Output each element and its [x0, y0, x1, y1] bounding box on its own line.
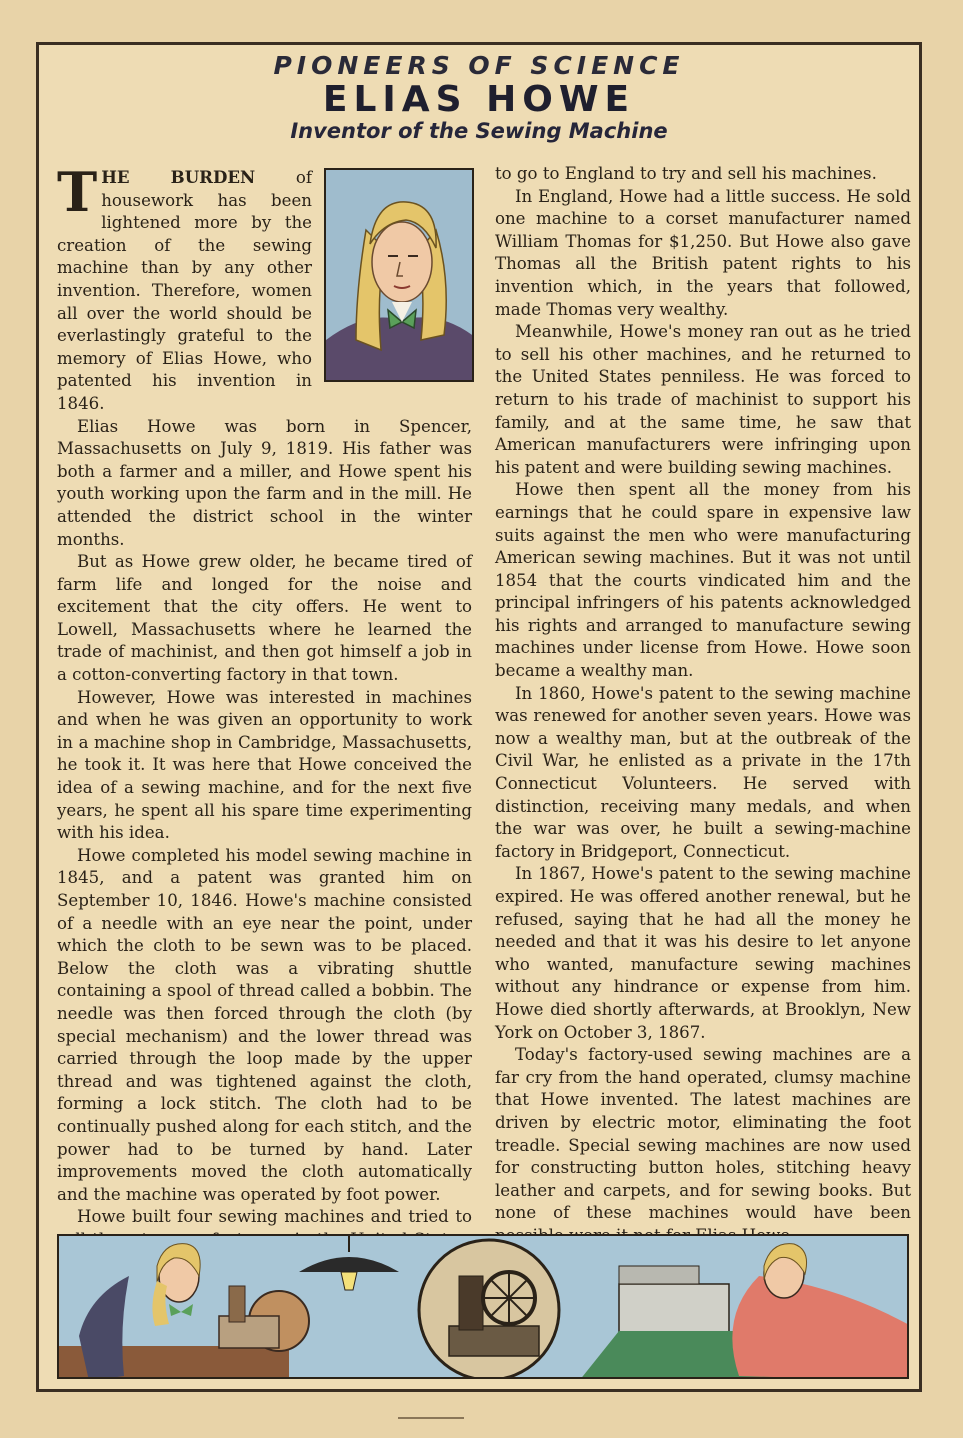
howe-portrait-illustration: [324, 168, 474, 382]
paragraph-6: Howe built four sewing machines and tried to: [77, 1207, 472, 1227]
article-title: ELIAS HOWE: [322, 79, 636, 120]
paragraph-4: However, Howe was interested in machines and when he was given an opportunity to work in a machine shop in Cambridge, Massachusetts, he took it. It was here that Howe conceived the idea of a sewing machine, and for the next five years, he spent all his spare time experimenting with his idea.: [57, 687, 472, 843]
paragraph-7: In England, Howe had a little success. He sold one machine to a corset manufacturer named William Thomas for $1,250. But Howe also gave Thomas all the British patent rights to his invention which, in the years that followed, made Thomas very wealthy.: [495, 186, 911, 319]
right-column: [495, 163, 911, 1248]
drop-cap: T: [57, 160, 98, 224]
paragraph-10: In 1860, Howe's patent to the sewing machine was renewed for another seven years. Howe was now a wealthy man, but at the outbreak of the Civil War, he enlisted as a private in the 17th Connecticut Volunteers. He served with distinction, receiving many medals, and when the war was over, he built a sewing-machine factory in Bridgeport, Connecticut.: [495, 683, 911, 861]
paragraph-8: Meanwhile, Howe's money ran out as he tried to sell his other machines, and he returned to the United States penniless. He was forced to return to his trade of machinist to support his family, and at the same time, he saw that American manufacturers were infringing upon his patent and were building sewing machines.: [495, 322, 911, 477]
series-kicker: PIONEERS OF SCIENCE: [273, 51, 685, 80]
portrait-svg: [326, 170, 474, 382]
paragraph-2: Elias Howe was born in Spencer, Massachusetts on July 9, 1819. His father was both a farmer and a miller, and Howe spent his youth working upon the farm and in the mill. He attended the district school in the winter months.: [57, 416, 472, 549]
paragraph-5: Howe completed his model sewing machine in 1845, and a patent was granted him on September 10, 1846. Howe's machine consisted of a needle with an eye near the point, under which the cloth to be sewn was to be placed. Below the cloth was a vibrating shuttle containing a spool of thread called a bobbin. The needle was then forced through the cloth (by special mechanism) and the lower thread was carried through the loop made by the upper thread and was tightened against the cloth, forming a lock stitch. The cloth had to be continually pushed along for each stitch, and the power had to be turned by hand. Later improvements moved the cloth automatically and the machine was operated by foot power.: [57, 845, 472, 1204]
lead-caps: HE BURDEN: [101, 167, 256, 187]
sewing-history-illustration-strip: [57, 1234, 909, 1379]
page-frame: [36, 42, 922, 1392]
article-subtitle: Inventor of the Sewing Machine: [290, 119, 668, 143]
strip-svg: [59, 1236, 909, 1379]
paragraph-1-text: of housework has been lightened more by the creation of the sewing machine than by any other invention. Therefore, women all over the world should be everlastingly grateful to the memory of Elias Howe, who patented his invention in 1846.: [57, 168, 312, 413]
paragraph-9: Howe then spent all the money from his earnings that he could spare in expensive law suits against the men who were manufacturing American sewing machines. But it was not until 1854 that the courts vindicated him and the principal infringers of his patents acknowledged his rights and arranged to manufacture sewing machines under license from Howe. Howe soon became a wealthy man.: [495, 480, 911, 681]
paragraph-6-continued: to go to England to try and sell his machines.: [495, 164, 877, 183]
early-sewing-machine-inset: [419, 1240, 559, 1379]
paragraph-12: Today's factory-used sewing machines are a far cry from the hand operated, clumsy machine that Howe invented. The latest machines are driven by electric motor, eliminating the foot treadle. Special sewing machines are now used for constructing button holes, stitching heavy leather and carpets, and for sewing books. But none of these machines would have been: [495, 1045, 911, 1223]
paragraph-3: But as Howe grew older, he became tired of farm life and longed for the noise and excitement that the city offers. He went to Lowell, Massachusetts where he learned the trade of machinist, and then got himself a job in a cotton-converting factory in that town.: [57, 552, 472, 685]
left-column: [57, 160, 472, 1297]
paragraph-11: In 1867, Howe's patent to the sewing machine expired. He was offered another renewal, but he refused, saying that he had all the money he needed and that it was his desire to let anyone who wanted, manufacture sewing machines without any hindrance or expense from him. Howe died shortly afterwards, at Brooklyn, New York on October 3, 1867.: [495, 864, 911, 1042]
bottom-rule: [398, 1417, 464, 1419]
